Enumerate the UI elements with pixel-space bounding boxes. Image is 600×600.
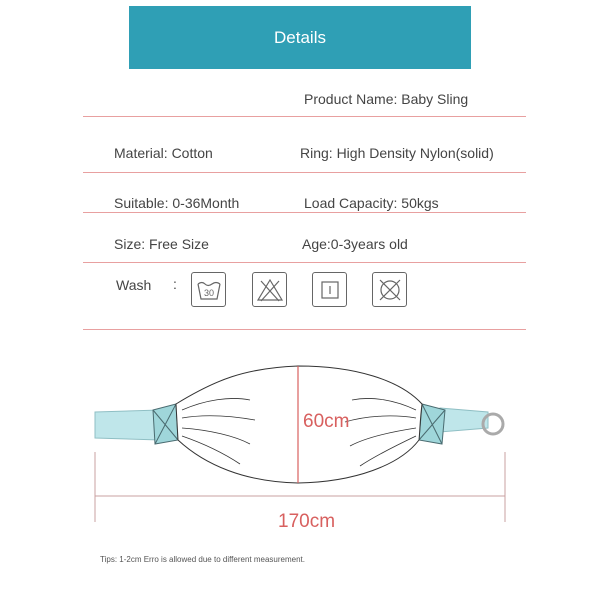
spec-suitable: Suitable: 0-36Month (114, 195, 240, 211)
divider (83, 329, 526, 330)
wash-colon: : (173, 276, 177, 292)
details-header (129, 6, 471, 69)
no-bleach-icon (252, 272, 287, 307)
spec-ring: Ring: High Density Nylon(solid) (300, 145, 494, 161)
wash-temp-label: 30 (203, 287, 214, 298)
tips-note: Tips: 1-2cm Erro is allowed due to different measurement. (100, 555, 305, 564)
sling-illustration (0, 340, 600, 540)
height-dimension: 60cm (303, 411, 350, 432)
details-title: Details (274, 27, 326, 47)
divider (83, 116, 526, 117)
spec-material: Material: Cotton (114, 145, 213, 161)
wash-30-icon (191, 272, 226, 307)
width-dimension: 170cm (278, 511, 336, 532)
no-tumble-dry-icon (372, 272, 407, 307)
wash-label: Wash (116, 277, 152, 293)
spec-product-name: Product Name: Baby Sling (304, 91, 469, 107)
divider (83, 212, 526, 213)
spec-size: Size: Free Size (114, 236, 209, 252)
divider (83, 172, 526, 173)
spec-load-capacity: Load Capacity: 50kgs (304, 195, 439, 211)
tumble-dry-icon (312, 272, 347, 307)
spec-age: Age:0-3years old (302, 236, 408, 252)
divider (83, 262, 526, 263)
